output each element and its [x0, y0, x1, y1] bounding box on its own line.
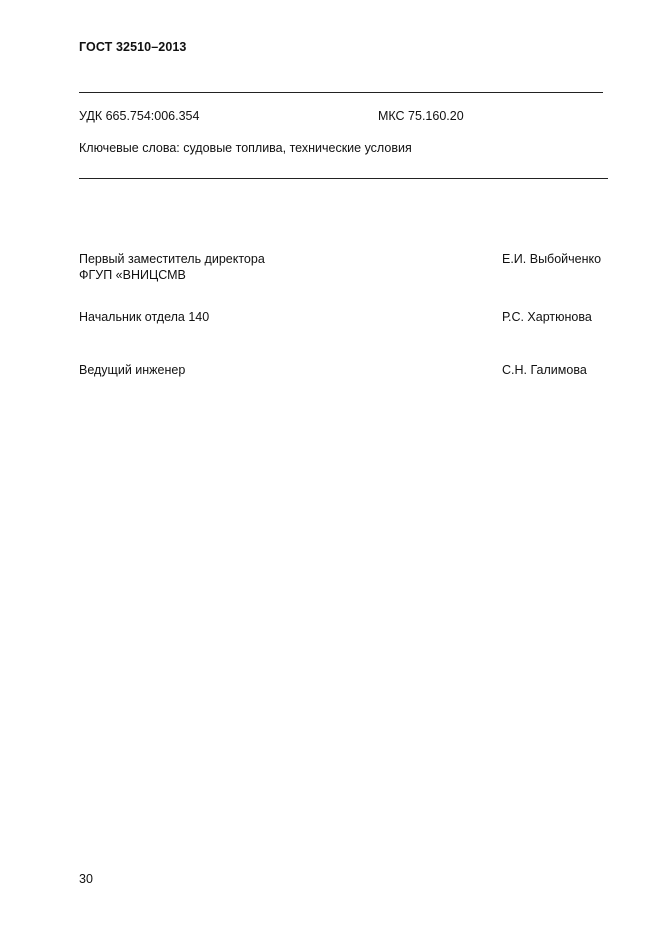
- signature-name: Е.И. Выбойченко: [502, 252, 602, 266]
- signature-name: С.Н. Галимова: [502, 363, 587, 377]
- signature-title: Начальник отдела 140: [79, 310, 210, 324]
- keywords-line: Ключевые слова: судовые топлива, технические условия: [79, 141, 412, 155]
- signature-title-line: Первый заместитель директора: [79, 252, 265, 266]
- top-divider: [79, 92, 603, 93]
- signature-name: Р.С. Хартюнова: [502, 310, 592, 324]
- signature-title: Ведущий инженер: [79, 363, 186, 377]
- udk-code: УДК 665.754:006.354: [79, 109, 200, 123]
- mks-code: МКС 75.160.20: [378, 109, 464, 123]
- bottom-divider: [79, 178, 608, 179]
- signature-title-line: ФГУП «ВНИЦСМВ: [79, 268, 186, 282]
- document-header: ГОСТ 32510–2013: [79, 40, 187, 54]
- signature-title: [79, 251, 265, 283]
- page-number: 30: [79, 872, 93, 886]
